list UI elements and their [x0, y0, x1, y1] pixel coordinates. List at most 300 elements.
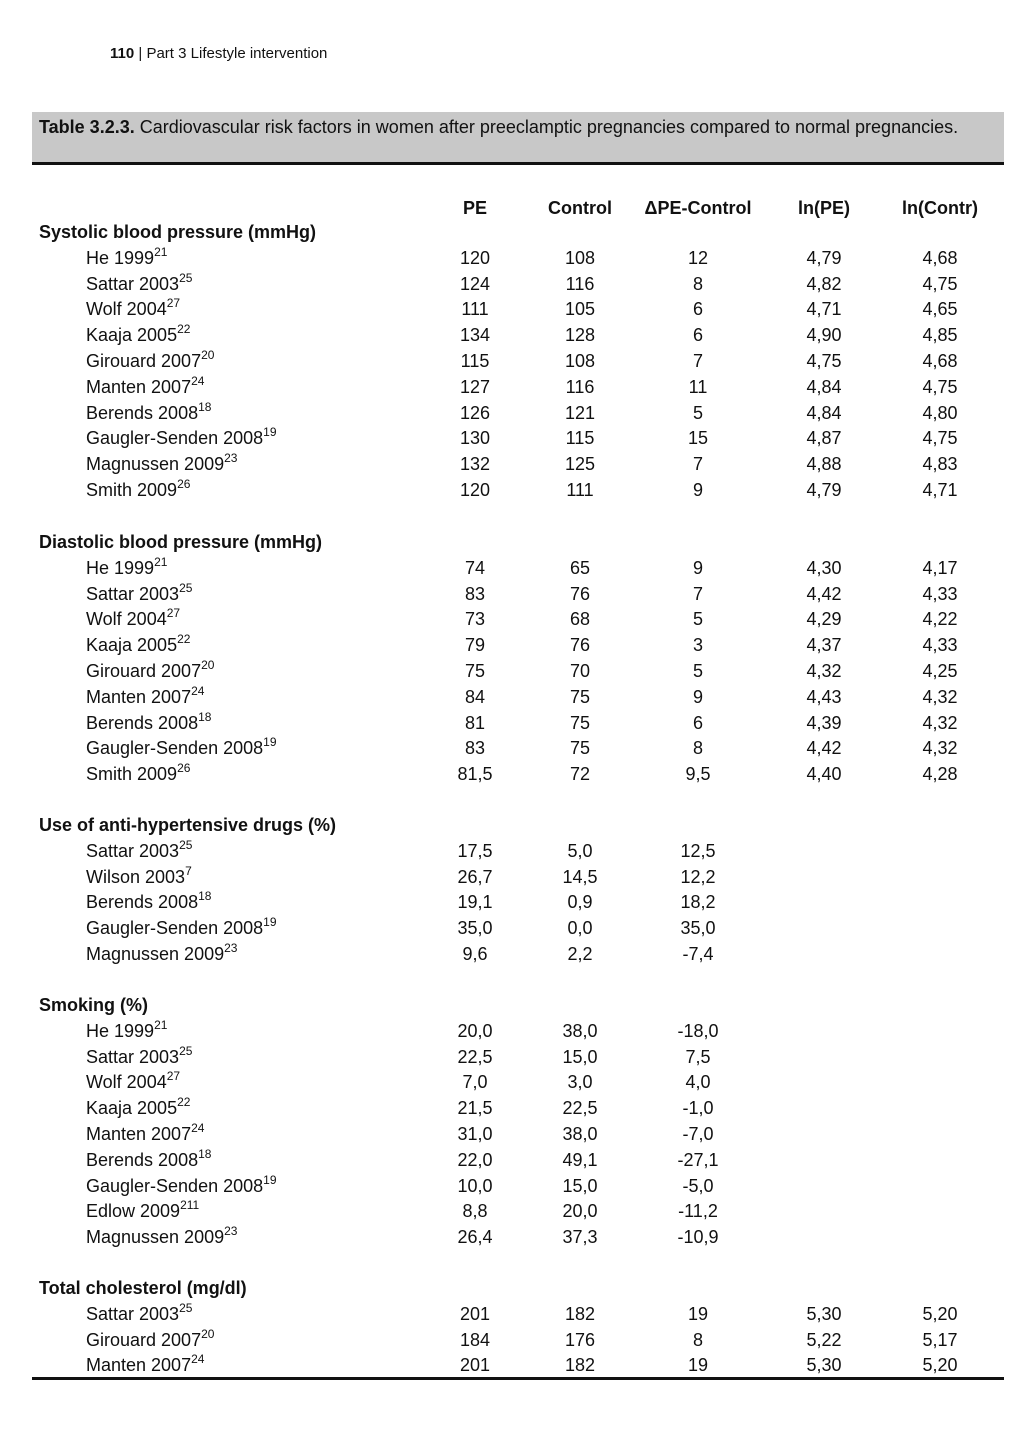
- cell-ln-pe: 4,79: [806, 480, 842, 500]
- cell-ln-control: 4,32: [922, 712, 958, 733]
- table-caption-label: Table 3.2.3.: [39, 117, 135, 137]
- cell-control: 65: [569, 557, 591, 578]
- study-cell: [86, 245, 167, 271]
- study-name: Kaaja 2005: [86, 325, 178, 346]
- cell-pe: 74: [464, 557, 486, 578]
- cell-control: 105: [564, 299, 596, 320]
- reference-superscript: 24: [191, 1121, 205, 1135]
- reference-superscript: 25: [179, 580, 193, 595]
- table-row: [32, 941, 1004, 967]
- reference-superscript: 18: [198, 399, 212, 414]
- cell-pe: 84: [464, 686, 486, 707]
- cell-delta: 9: [692, 557, 703, 578]
- study-name: Gaugler-Senden 2008: [86, 918, 264, 939]
- table-row: [32, 322, 1004, 348]
- cell-pe: 127: [459, 376, 491, 397]
- study-cell: [86, 348, 214, 374]
- cell-control: 70: [569, 661, 591, 681]
- study-cell: [86, 658, 214, 684]
- cell-delta: 4,0: [685, 1072, 711, 1093]
- table-row: [32, 710, 1004, 736]
- study-name: Wolf 2004: [86, 299, 167, 320]
- reference-superscript: 24: [191, 373, 205, 388]
- table-row: [32, 684, 1004, 710]
- cell-ln-pe: 4,37: [806, 635, 842, 656]
- cell-pe: 132: [459, 454, 491, 475]
- cell-control: 128: [564, 325, 596, 346]
- study-name: Magnussen 2009: [86, 944, 225, 964]
- running-head-separator: |: [138, 45, 143, 62]
- cell-control: 72: [569, 764, 591, 785]
- study-cell: [86, 761, 190, 787]
- cell-delta: 9,5: [685, 764, 711, 785]
- cell-delta: 5: [692, 661, 703, 681]
- cell-ln-control: 5,20: [922, 1303, 958, 1324]
- study-name: Manten 2007: [86, 1124, 192, 1144]
- running-head: [110, 44, 327, 64]
- reference-superscript: 23: [224, 1224, 238, 1239]
- table-row: [32, 451, 1004, 477]
- cell-delta: 19: [687, 1355, 709, 1376]
- cell-ln-pe: 4,43: [806, 686, 842, 707]
- cell-pe: 130: [459, 428, 491, 449]
- reference-superscript: 25: [179, 1300, 193, 1315]
- cell-control: 115: [565, 428, 595, 449]
- cell-pe: 124: [459, 273, 491, 294]
- cell-control: 75: [569, 712, 591, 733]
- cell-delta: 9: [692, 480, 703, 500]
- cell-control: 0,0: [567, 918, 593, 939]
- study-name: Berends 2008: [86, 712, 199, 733]
- cell-ln-control: 4,85: [922, 325, 958, 346]
- table-row: [32, 348, 1004, 374]
- cell-control: 3,0: [567, 1072, 593, 1093]
- study-name: Sattar 2003: [86, 1046, 180, 1067]
- cell-pe: 201: [459, 1355, 491, 1376]
- reference-superscript: 22: [177, 632, 191, 647]
- table-top-rule: [32, 162, 1004, 165]
- cell-delta: 8: [692, 1329, 703, 1350]
- running-head-section: Part 3 Lifestyle intervention: [146, 45, 328, 62]
- section-header-row: [32, 529, 1004, 555]
- cell-ln-control: 4,68: [922, 247, 958, 268]
- table-row: [32, 889, 1004, 915]
- section-header-row: [32, 992, 1004, 1018]
- cell-delta: 7: [692, 454, 703, 475]
- study-cell: [86, 632, 190, 658]
- cell-ln-control: 5,20: [922, 1355, 958, 1376]
- cell-ln-pe: 4,40: [806, 764, 842, 785]
- cell-delta: -10,9: [677, 1227, 719, 1248]
- column-header-delta: ΔPE-Control: [644, 198, 752, 218]
- table-row: [32, 1147, 1004, 1173]
- study-cell: [86, 296, 180, 322]
- cell-ln-pe: 4,84: [806, 402, 842, 423]
- study-name: Wolf 2004: [86, 609, 167, 630]
- section-header-row: [32, 812, 1004, 838]
- cell-delta: -18,0: [677, 1020, 719, 1041]
- reference-superscript: 25: [179, 270, 193, 285]
- section-title: Smoking (%): [39, 995, 149, 1015]
- study-name: Wolf 2004: [86, 1072, 167, 1093]
- table-row: [32, 271, 1004, 297]
- cell-control: 108: [564, 351, 596, 371]
- cell-pe: 75: [464, 661, 486, 681]
- column-header-control: Control: [548, 198, 612, 218]
- cell-delta: 7,5: [685, 1046, 711, 1067]
- study-cell: [86, 451, 237, 477]
- cell-pe: 31,0: [457, 1124, 493, 1144]
- cell-delta: 5: [692, 402, 703, 423]
- cell-control: 38,0: [562, 1124, 598, 1144]
- cell-ln-control: 4,32: [922, 738, 958, 759]
- cell-pe: 10,0: [457, 1175, 493, 1196]
- cell-pe: 83: [464, 738, 486, 759]
- cell-pe: 26,4: [457, 1227, 493, 1248]
- study-name: Gaugler-Senden 2008: [86, 738, 264, 759]
- cell-control: 37,3: [562, 1227, 598, 1248]
- table-row: [32, 374, 1004, 400]
- study-name: Magnussen 2009: [86, 1227, 225, 1248]
- reference-superscript: 27: [166, 606, 181, 621]
- cell-pe: 81: [464, 712, 486, 733]
- table-row: [32, 477, 1004, 503]
- table-row: [32, 245, 1004, 271]
- table-row: [32, 1044, 1004, 1070]
- table-row: [32, 1198, 1004, 1224]
- reference-superscript: 21: [154, 554, 168, 569]
- study-cell: [86, 735, 277, 761]
- cell-delta: 18,2: [680, 892, 716, 913]
- cell-delta: 6: [692, 299, 703, 320]
- cell-control: 111: [566, 480, 594, 500]
- study-name: Gaugler-Senden 2008: [86, 1175, 264, 1196]
- reference-superscript: 23: [224, 941, 238, 955]
- study-cell: [86, 838, 192, 864]
- table-row: [32, 296, 1004, 322]
- column-header-pe: PE: [462, 198, 487, 218]
- cell-ln-pe: 4,88: [806, 454, 842, 475]
- cell-control: 76: [569, 635, 591, 656]
- cell-pe: 81,5: [457, 764, 493, 785]
- reference-superscript: 22: [177, 1095, 191, 1110]
- study-name: Wilson 2003: [86, 866, 186, 887]
- cell-ln-control: 4,33: [922, 635, 958, 656]
- table-row: [32, 761, 1004, 787]
- study-name: He 1999: [86, 247, 155, 268]
- table-row: [32, 606, 1004, 632]
- study-name: Gaugler-Senden 2008: [86, 428, 264, 449]
- cell-control: 121: [564, 402, 596, 423]
- cell-ln-pe: 4,75: [806, 351, 842, 371]
- cell-pe: 73: [464, 609, 486, 630]
- table-row: [32, 658, 1004, 684]
- cell-ln-control: 4,33: [922, 583, 958, 604]
- cell-ln-control: 4,22: [922, 609, 958, 630]
- study-name: Kaaja 2005: [86, 635, 178, 656]
- column-header-ln-control: ln(Contr): [902, 198, 978, 218]
- study-cell: [86, 374, 204, 400]
- study-name: Berends 2008: [86, 892, 199, 913]
- study-cell: [86, 864, 192, 890]
- cell-ln-control: 4,75: [922, 273, 958, 294]
- cell-pe: 134: [459, 325, 491, 346]
- study-name: Sattar 2003: [86, 1303, 180, 1324]
- cell-pe: 184: [459, 1329, 491, 1350]
- cell-control: 2,2: [567, 944, 593, 964]
- cell-pe: 20,0: [457, 1020, 493, 1041]
- cell-ln-pe: 4,42: [806, 583, 842, 604]
- study-name: Girouard 2007: [86, 351, 202, 371]
- section-title: Total cholesterol (mg/dl): [39, 1278, 247, 1298]
- study-name: Sattar 2003: [86, 273, 180, 294]
- study-cell: [86, 1224, 237, 1250]
- reference-superscript: 21: [154, 1017, 168, 1032]
- study-cell: [86, 1044, 192, 1070]
- cell-control: 14,5: [562, 866, 598, 887]
- cell-delta: 6: [692, 325, 703, 346]
- reference-superscript: 18: [198, 709, 212, 724]
- study-cell: [86, 322, 190, 348]
- table-bottom-rule: [32, 1377, 1004, 1380]
- cell-delta: 12,2: [680, 866, 716, 887]
- study-name: Girouard 2007: [86, 1329, 202, 1350]
- study-name: Smith 2009: [86, 480, 178, 500]
- cell-control: 38,0: [562, 1020, 598, 1041]
- reference-superscript: 211: [180, 1198, 200, 1213]
- reference-superscript: 23: [224, 451, 238, 466]
- table-header-row: [32, 195, 1004, 221]
- cell-delta: 12: [687, 247, 709, 268]
- cell-ln-control: 4,32: [922, 686, 958, 707]
- column-header-ln-pe: ln(PE): [798, 198, 850, 218]
- table-row: [32, 1352, 1004, 1378]
- reference-superscript: 27: [166, 1069, 181, 1084]
- table-row: [32, 1327, 1004, 1353]
- cell-pe: 83: [464, 583, 486, 604]
- cell-pe: 22,5: [457, 1046, 493, 1067]
- cell-delta: 3: [692, 635, 703, 656]
- table-row: [32, 400, 1004, 426]
- cell-ln-control: 4,17: [922, 557, 958, 578]
- cell-ln-pe: 4,42: [806, 738, 842, 759]
- table-row: [32, 425, 1004, 451]
- table-row: [32, 1018, 1004, 1044]
- table-row: [32, 838, 1004, 864]
- cell-pe: 35,0: [457, 918, 493, 939]
- table-row: [32, 1121, 1004, 1147]
- study-cell: [86, 1352, 204, 1378]
- table-row: [32, 581, 1004, 607]
- cell-control: 22,5: [562, 1098, 598, 1119]
- study-cell: [86, 1018, 167, 1044]
- reference-superscript: 18: [198, 889, 212, 904]
- cell-pe: 126: [459, 402, 491, 423]
- table-row: [32, 1301, 1004, 1327]
- cell-ln-pe: 4,87: [806, 428, 842, 449]
- study-cell: [86, 1121, 204, 1147]
- cell-ln-pe: 5,30: [806, 1355, 842, 1376]
- cell-delta: -5,0: [682, 1175, 714, 1196]
- study-cell: [86, 1147, 211, 1173]
- study-cell: [86, 941, 237, 967]
- study-name: Sattar 2003: [86, 840, 180, 861]
- reference-superscript: 21: [154, 244, 168, 259]
- cell-control: 176: [564, 1329, 596, 1350]
- cell-delta: 6: [692, 712, 703, 733]
- cell-ln-control: 4,83: [922, 454, 958, 475]
- cell-control: 0,9: [567, 892, 593, 913]
- reference-superscript: 26: [177, 477, 191, 491]
- cell-delta: 8: [692, 273, 703, 294]
- table-row: [32, 1224, 1004, 1250]
- cell-ln-pe: 4,79: [806, 247, 842, 268]
- study-cell: [86, 400, 211, 426]
- cell-control: 116: [565, 376, 595, 397]
- cell-pe: 79: [464, 635, 486, 656]
- cell-delta: -1,0: [682, 1098, 714, 1119]
- cell-ln-pe: 4,71: [806, 299, 842, 320]
- study-name: Kaaja 2005: [86, 1098, 178, 1119]
- cell-ln-pe: 4,90: [806, 325, 842, 346]
- cell-control: 75: [569, 686, 591, 707]
- table-row: [32, 1173, 1004, 1199]
- page-number: 110: [110, 45, 135, 62]
- study-cell: [86, 271, 192, 297]
- study-name: Girouard 2007: [86, 661, 202, 681]
- study-cell: [86, 1327, 214, 1353]
- cell-delta: 11: [688, 376, 708, 397]
- study-cell: [86, 915, 277, 941]
- cell-control: 108: [564, 247, 596, 268]
- cell-ln-pe: 4,84: [806, 376, 842, 397]
- cell-control: 49,1: [562, 1149, 598, 1170]
- study-name: Edlow 2009: [86, 1201, 181, 1222]
- reference-superscript: 26: [177, 761, 191, 776]
- cell-delta: -7,4: [682, 944, 714, 964]
- cell-pe: 17,5: [457, 840, 493, 861]
- reference-superscript: 25: [179, 1043, 193, 1058]
- table-row: [32, 735, 1004, 761]
- cell-ln-pe: 5,22: [806, 1329, 842, 1350]
- reference-superscript: 20: [201, 348, 215, 362]
- study-cell: [86, 1198, 199, 1224]
- cell-pe: 9,6: [462, 944, 488, 964]
- section-header-row: [32, 219, 1004, 245]
- cell-delta: -7,0: [682, 1124, 714, 1144]
- cell-ln-control: 4,28: [922, 764, 958, 785]
- cell-pe: 201: [459, 1303, 491, 1324]
- cell-pe: 111: [461, 299, 489, 320]
- cell-ln-pe: 4,39: [806, 712, 842, 733]
- cell-ln-pe: 4,32: [806, 661, 842, 681]
- cell-ln-control: 4,75: [922, 428, 958, 449]
- cell-control: 75: [569, 738, 591, 759]
- study-cell: [86, 1069, 180, 1095]
- cell-pe: 8,8: [462, 1201, 488, 1222]
- cell-control: 182: [564, 1355, 596, 1376]
- cell-pe: 115: [460, 351, 490, 371]
- reference-superscript: 24: [191, 1352, 205, 1367]
- cell-ln-control: 4,71: [922, 480, 958, 500]
- study-name: Smith 2009: [86, 764, 178, 785]
- cell-ln-pe: 4,82: [806, 273, 842, 294]
- cell-control: 68: [569, 609, 591, 630]
- cell-ln-control: 4,75: [922, 376, 958, 397]
- cell-control: 76: [569, 583, 591, 604]
- study-name: Manten 2007: [86, 376, 192, 397]
- study-name: He 1999: [86, 557, 155, 578]
- cell-ln-pe: 4,29: [806, 609, 842, 630]
- reference-superscript: 18: [198, 1146, 212, 1161]
- reference-superscript: 24: [191, 683, 205, 698]
- cell-delta: 7: [692, 583, 703, 604]
- cell-control: 15,0: [562, 1046, 598, 1067]
- cell-ln-control: 4,25: [922, 661, 958, 681]
- cell-control: 116: [565, 273, 595, 294]
- study-name: He 1999: [86, 1020, 155, 1041]
- study-cell: [86, 1301, 192, 1327]
- cell-delta: 35,0: [680, 918, 716, 939]
- cell-delta: -11,2: [678, 1201, 718, 1222]
- study-name: Berends 2008: [86, 402, 199, 423]
- cell-delta: 8: [692, 738, 703, 759]
- table-caption: [32, 112, 1004, 162]
- cell-control: 20,0: [562, 1201, 598, 1222]
- cell-delta: 12,5: [680, 840, 716, 861]
- study-cell: [86, 684, 204, 710]
- reference-superscript: 20: [201, 658, 215, 672]
- reference-superscript: 25: [179, 837, 193, 852]
- cell-ln-control: 4,80: [922, 402, 958, 423]
- cell-pe: 120: [459, 480, 491, 500]
- study-cell: [86, 555, 167, 581]
- section-title: Use of anti-hypertensive drugs (%): [39, 815, 337, 835]
- reference-superscript: 19: [263, 1172, 277, 1187]
- section-title: Diastolic blood pressure (mmHg): [39, 532, 323, 552]
- study-name: Sattar 2003: [86, 583, 180, 604]
- cell-pe: 19,1: [457, 892, 493, 913]
- cell-ln-pe: 4,30: [806, 557, 842, 578]
- cell-control: 15,0: [562, 1175, 598, 1196]
- study-name: Magnussen 2009: [86, 454, 225, 475]
- cell-control: 125: [564, 454, 596, 475]
- study-cell: [86, 425, 277, 451]
- study-cell: [86, 1173, 277, 1199]
- study-cell: [86, 606, 180, 632]
- cell-pe: 21,5: [457, 1098, 493, 1119]
- reference-superscript: 27: [166, 296, 181, 311]
- cell-ln-control: 5,17: [922, 1329, 958, 1350]
- table-row: [32, 1095, 1004, 1121]
- table-row: [32, 632, 1004, 658]
- cell-delta: 19: [687, 1303, 709, 1324]
- reference-superscript: 7: [185, 863, 192, 878]
- section-title: Systolic blood pressure (mmHg): [39, 222, 317, 242]
- cell-ln-pe: 5,30: [806, 1303, 842, 1324]
- cell-delta: -27,1: [677, 1149, 719, 1170]
- reference-superscript: 19: [263, 915, 277, 930]
- cell-control: 182: [564, 1303, 596, 1324]
- table-row: [32, 864, 1004, 890]
- study-cell: [86, 477, 190, 503]
- reference-superscript: 19: [263, 735, 277, 750]
- study-cell: [86, 581, 192, 607]
- cell-pe: 26,7: [457, 866, 493, 887]
- study-name: Manten 2007: [86, 1355, 192, 1376]
- table-row: [32, 555, 1004, 581]
- cell-delta: 15: [687, 428, 709, 449]
